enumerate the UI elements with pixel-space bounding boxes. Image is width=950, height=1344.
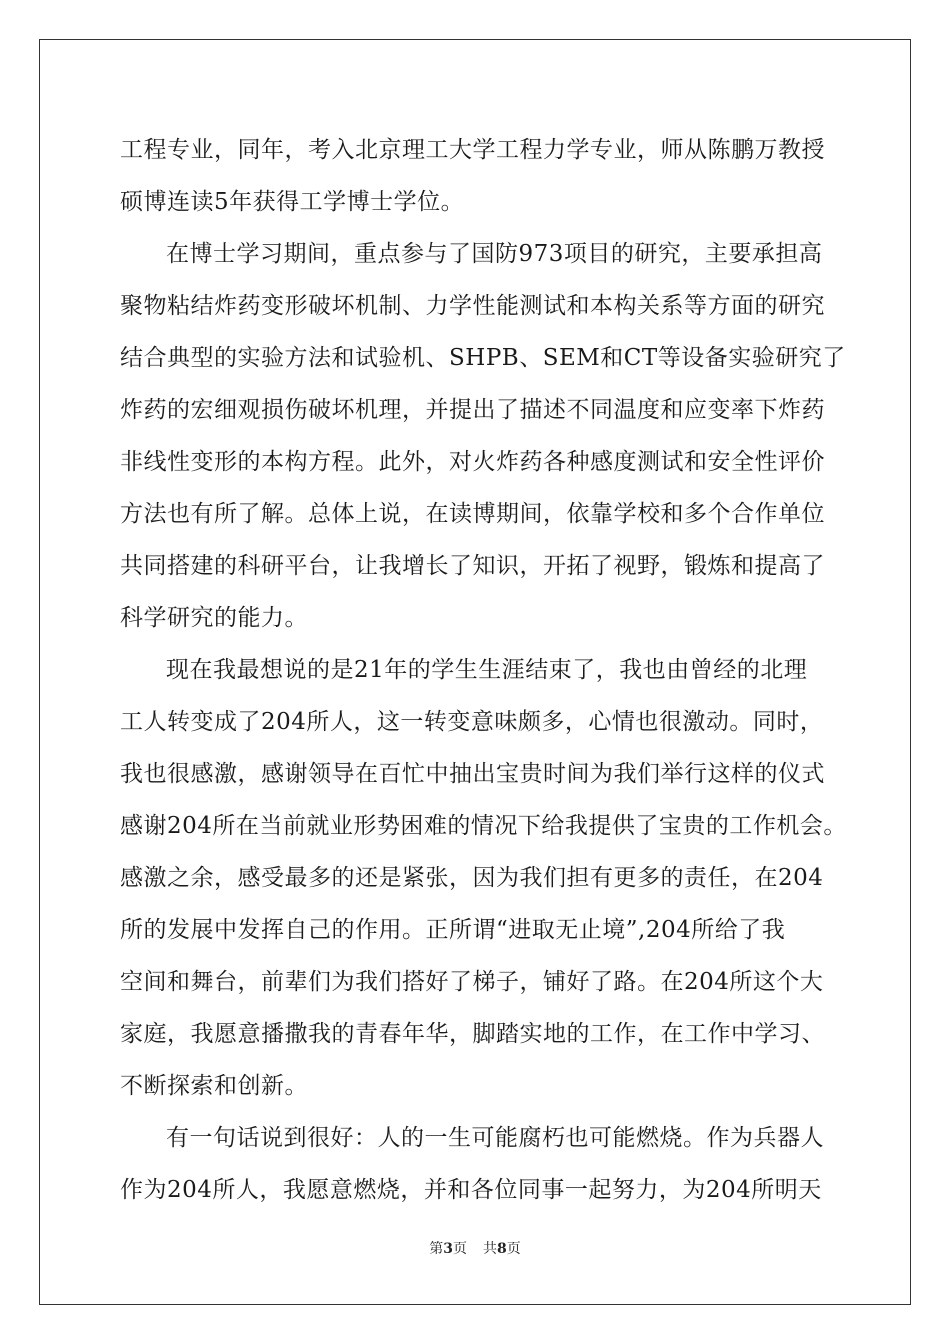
text-line: 结合典型的实验方法和试验机、SHPB、SEM和CT等设备实验研究了 xyxy=(120,345,846,371)
text-line: 我也很感激，感谢领导在百忙中抽出宝贵时间为我们举行这样的仪式 xyxy=(120,761,825,787)
text-line: 炸药的宏细观损伤破坏机理，并提出了描述不同温度和应变率下炸药 xyxy=(120,397,825,423)
text-line: 非线性变形的本构方程。此外，对火炸药各种感度测试和安全性评价 xyxy=(120,449,825,475)
footer-total-unit: 页 xyxy=(506,1241,521,1257)
text-line: 方法也有所了解。总体上说，在读博期间，依靠学校和多个合作单位 xyxy=(120,501,825,527)
text-line: 感激之余，感受最多的还是紧张，因为我们担有更多的责任，在204 xyxy=(120,865,824,891)
text-line: 有一句话说到很好：人的一生可能腐朽也可能燃烧。作为兵器人 xyxy=(166,1125,824,1151)
text-line: 所的发展中发挥自己的作用。正所谓“进取无止境”,204所给了我 xyxy=(120,917,786,943)
text-line: 科学研究的能力。 xyxy=(120,605,308,631)
footer-current-page: 3 xyxy=(443,1241,453,1257)
footer-total-pages: 8 xyxy=(497,1241,507,1257)
text-line: 作为204所人，我愿意燃烧，并和各位同事一起努力，为204所明天 xyxy=(120,1177,822,1203)
text-line: 聚物粘结炸药变形破坏机制、力学性能测试和本构关系等方面的研究 xyxy=(120,293,825,319)
text-line: 工人转变成了204所人，这一转变意味颇多，心情也很激动。同时， xyxy=(120,709,824,735)
text-line: 家庭，我愿意播撒我的青春年华，脚踏实地的工作，在工作中学习、 xyxy=(120,1021,825,1047)
text-line: 硕博连读5年获得工学博士学位。 xyxy=(120,189,465,215)
text-line: 感谢204所在当前就业形势困难的情况下给我提供了宝贵的工作机会。 xyxy=(120,813,847,839)
text-line: 不断探索和创新。 xyxy=(120,1073,308,1099)
text-line: 空间和舞台，前辈们为我们搭好了梯子，铺好了路。在204所这个大 xyxy=(120,969,824,995)
page-footer xyxy=(0,1238,950,1258)
footer-total-prefix: 共 xyxy=(483,1241,497,1257)
footer-page-unit: 页 xyxy=(453,1241,467,1257)
text-line: 在博士学习期间，重点参与了国防973项目的研究，主要承担高 xyxy=(166,241,823,267)
text-line: 工程专业，同年，考入北京理工大学工程力学专业，师从陈鹏万教授 xyxy=(120,137,825,163)
text-line: 现在我最想说的是21年的学生生涯结束了，我也由曾经的北理 xyxy=(166,657,808,683)
document-body xyxy=(120,124,847,1216)
footer-prefix: 第 xyxy=(429,1241,444,1257)
text-line: 共同搭建的科研平台，让我增长了知识，开拓了视野，锻炼和提高了 xyxy=(120,553,825,579)
